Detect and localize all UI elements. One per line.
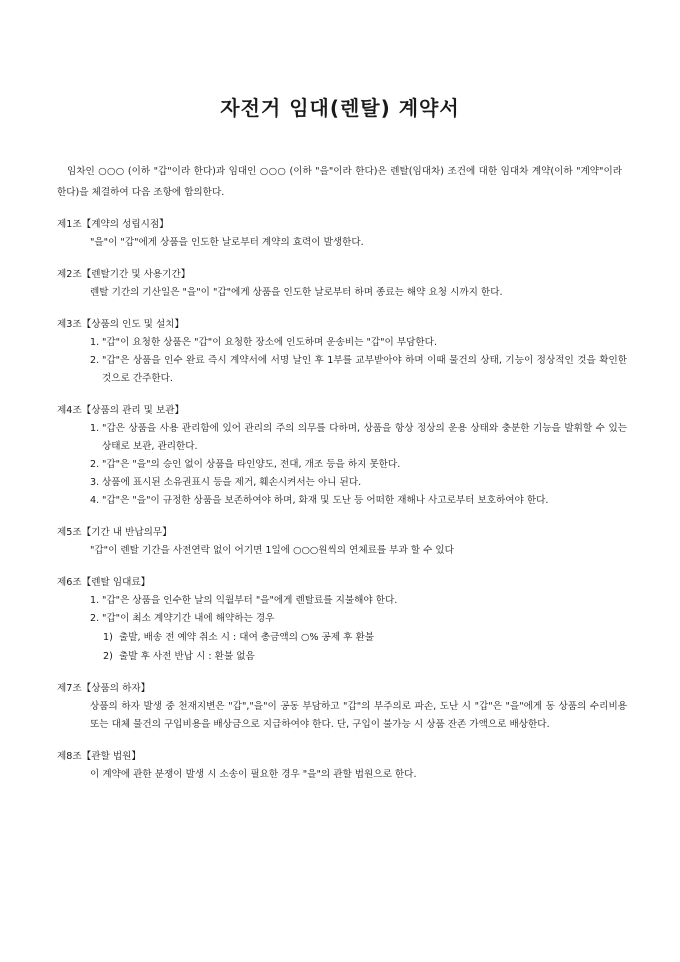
article-heading: 제6조【렌탈 임대료】 [57, 577, 151, 588]
item-text: "갑"은 상품을 인수 완료 즉시 계약서에 서명 날인 후 1부를 교부받아야 하며 이때 물건의 상태, 기능이 정상적인 것을 확인한 것으로 간주한다. [102, 355, 627, 384]
article-3 [57, 316, 627, 388]
item-number: 2. [90, 459, 100, 470]
item-number: 2. [90, 355, 100, 366]
item-number: 3. [90, 477, 100, 488]
list-item [90, 352, 627, 388]
list-item [90, 334, 627, 352]
item-number: 1. [90, 423, 100, 434]
article-6 [57, 574, 627, 666]
sub-list-item [103, 647, 627, 666]
article-body: 상품의 하자 발생 중 천재지변은 "갑","을"이 공동 부담하고 "갑"의 부주의로 파손, 도난 시 "갑"은 "을"에게 동 상품의 수리비용 또는 대체 물건의 구입비용을 배상금으로 지급하여야 한다. 단, 구입이 불가능 시 상품 잔존 가액으로 배상한다. [90, 701, 627, 730]
list-item [90, 420, 627, 456]
item-number: 1. [90, 337, 100, 348]
subitem-number: 1) [103, 632, 113, 643]
article-heading: 제8조【관할 법원】 [57, 751, 141, 762]
article-body: "갑"이 렌탈 기간을 사전연락 없이 어기면 1일에 ○○○원씩의 연체료를 부과 할 수 있다 [90, 545, 454, 556]
article-1 [57, 216, 627, 252]
article-2 [57, 266, 627, 302]
subitem-text: 출발, 배송 전 예약 취소 시 : 대여 총금액의 ○% 공제 후 환불 [119, 632, 374, 643]
article-heading: 제5조【기간 내 반납의무】 [57, 527, 172, 538]
article-5 [57, 524, 627, 560]
article-heading: 제3조【상품의 인도 및 설치】 [57, 319, 185, 330]
article-body: 렌탈 기간의 기산일은 "을"이 "갑"에게 상품을 인도한 날로부터 하며 종료는 해약 요청 시까지 한다. [90, 287, 503, 298]
sub-list-item [103, 628, 627, 647]
subitem-number: 2) [103, 651, 113, 662]
item-text: "갑"은 "을"이 규정한 상품을 보존하여야 하며, 화재 및 도난 등 어떠한 재해나 사고로부터 보호하여야 한다. [102, 495, 549, 506]
article-7 [57, 680, 627, 734]
article-4 [57, 402, 627, 510]
article-heading: 제2조【렌탈기간 및 사용기간】 [57, 269, 191, 280]
subitem-text: 출발 후 사전 반납 시 : 환불 없음 [119, 651, 255, 662]
item-text: "갑"이 최소 계약기간 내에 해약하는 경우 [102, 613, 275, 624]
intro-paragraph: 임차인 ○○○ (이하 "갑"이라 한다)과 임대인 ○○○ (이하 "을"이라 한다)은 렌탈(임대차) 조건에 대한 임대차 계약(이하 "계약"이라 한다)을 체결하여 다음 조항에 합의한다. [57, 166, 622, 198]
article-heading: 제7조【상품의 하자】 [57, 683, 151, 694]
list-item [90, 592, 627, 610]
article-heading: 제1조【계약의 성립시점】 [57, 219, 169, 230]
article-body: 이 계약에 관한 분쟁이 발생 시 소송이 필요한 경우 "을"의 관할 법원으로 한다. [90, 769, 417, 780]
article-body: "을"이 "갑"에게 상품을 인도한 날로부터 계약의 효력이 발생한다. [90, 237, 364, 248]
article-8 [57, 748, 627, 784]
article-heading: 제4조【상품의 관리 및 보관】 [57, 405, 185, 416]
item-number: 4. [90, 495, 100, 506]
list-item [90, 456, 627, 474]
item-text: "갑은 상품을 사용 관리함에 있어 관리의 주의 의무를 다하며, 상품을 항상 정상의 운용 상태와 충분한 기능을 발휘할 수 있는 상태로 보관, 관리한다. [102, 423, 627, 452]
item-text: "갑"은 "을"의 승인 없이 상품을 타인양도, 전대, 개조 등을 하지 못한다. [102, 459, 401, 470]
list-item [90, 474, 627, 492]
item-text: "갑"은 상품을 인수한 날의 익월부터 "을"에게 렌탈료를 지불해야 한다. [102, 595, 398, 606]
item-number: 1. [90, 595, 100, 606]
document-title: 자전거 임대(렌탈) 계약서 [220, 96, 460, 120]
item-text: "갑"이 요청한 상품은 "갑"이 요청한 장소에 인도하며 운송비는 "갑"이 부담한다. [102, 337, 437, 348]
item-text: 상품에 표시된 소유권표시 등을 제거, 훼손시켜서는 아니 된다. [102, 477, 362, 488]
list-item [90, 492, 627, 510]
list-item [90, 610, 627, 628]
item-number: 2. [90, 613, 100, 624]
articles-list [57, 216, 627, 798]
